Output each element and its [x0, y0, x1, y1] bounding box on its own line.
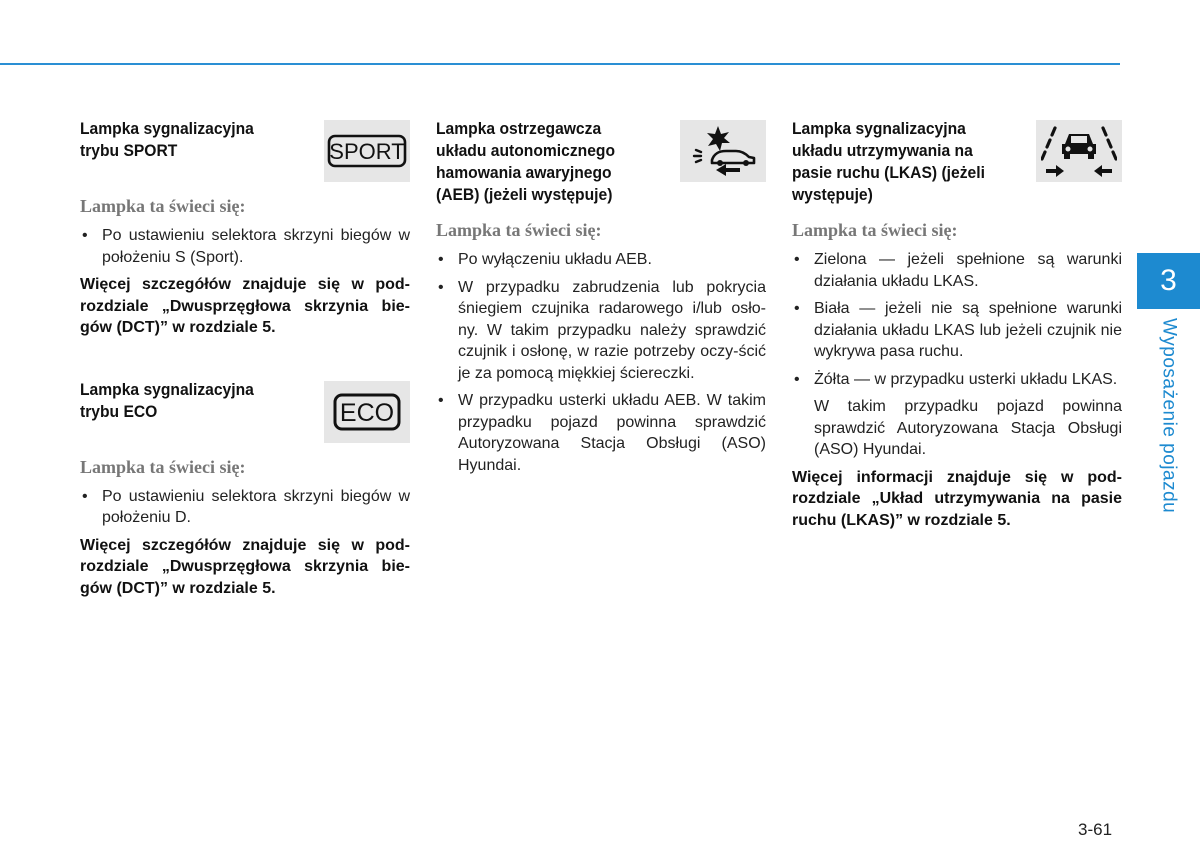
lkas-note: Więcej informacji znajduje się w pod-rozdziale „Układ utrzymywania na pasie ruchu (LKAS)” w rozdziale 5. — [792, 468, 1122, 529]
lkas-lane-icon — [1036, 120, 1122, 182]
page-number: 3-61 — [1078, 820, 1113, 839]
chapter-title — [1137, 318, 1200, 518]
lkas-extra-paragraph: W takim przypadku pojazd powinna sprawdzić Autoryzowana Stacja Obsługi (ASO) Hyundai. — [814, 398, 1122, 458]
lkas-subhead: Lampka ta świeci się: — [792, 220, 958, 240]
list-item: • Żółta — w przypadku usterki układu LKAS. — [792, 369, 1122, 391]
list-item: • W przypadku usterki układu AEB. W takim przypadku pojazd powinna sprawdzić Autoryzowana Stacja Obsługi (ASO) Hyundai. — [436, 390, 766, 476]
header-rule — [0, 63, 1120, 65]
sport-subhead: Lampka ta świeci się: — [80, 196, 246, 216]
eco-icon — [324, 381, 410, 443]
sport-bullets — [80, 225, 410, 268]
list-item: • Zielona — jeżeli spełnione są warunki działania układu LKAS. — [792, 249, 1122, 292]
aeb-title: Lampka ostrzegawcza układu autonomicznego hamowania awaryjnego (AEB) (jeżeli występuje) — [436, 119, 615, 204]
list-item: • Biała — jeżeli nie są spełnione warunki działania układu LKAS lub jeżeli czujnik nie wykrywa pasa ruchu. — [792, 298, 1122, 363]
eco-bullets — [80, 486, 410, 529]
sport-entry — [80, 118, 410, 339]
column-left — [80, 118, 410, 599]
aeb-entry — [436, 118, 766, 476]
eco-entry — [80, 379, 410, 600]
chapter-title-text: Wyposażenie pojazdu — [1158, 318, 1180, 514]
list-item: • W przypadku zabrudzenia lub pokrycia śniegiem czujnika radarowego i/lub osło-ny. W takim przypadku należy sprawdzić czujnik i osłonę, w razie potrzeby oczy-ścić je za pomocą miękkiej ściereczki. — [436, 277, 766, 385]
eco-subhead: Lampka ta świeci się: — [80, 456, 246, 477]
aeb-subhead: Lampka ta świeci się: — [436, 220, 602, 240]
lkas-entry — [792, 118, 1122, 531]
list-item: • Po ustawieniu selektora skrzyni biegów w położeniu D. — [80, 486, 410, 529]
sport-note: Więcej szczegółów znajduje się w pod-rozdziale „Dwusprzęgłowa skrzynia bie-gów (DCT)” w rozdziale 5. — [80, 276, 410, 336]
sport-icon-text: SPORT — [329, 139, 405, 164]
list-item: • Po wyłączeniu układu AEB. — [436, 249, 766, 271]
lkas-bullets — [792, 249, 1122, 390]
aeb-bullets — [436, 249, 766, 476]
chapter-number-tab: 3 — [1137, 253, 1200, 309]
aeb-warning-icon — [680, 120, 766, 182]
eco-note: Więcej szczegółów znajduje się w pod-rozdziale „Dwusprzęgłowa skrzynia bie-gów (DCT)” w rozdziale 5. — [80, 536, 410, 597]
eco-icon-text: ECO — [339, 398, 395, 427]
list-item: • Po ustawieniu selektora skrzyni biegów w położeniu S (Sport). — [80, 225, 410, 268]
sport-icon — [324, 120, 410, 182]
sport-title: Lampka sygnalizacyjna trybu SPORT — [80, 119, 254, 160]
column-middle — [436, 118, 766, 482]
lkas-title: Lampka sygnalizacyjna układu utrzymywania na pasie ruchu (LKAS) (jeżeli występuje) — [792, 119, 985, 204]
column-right — [792, 118, 1122, 531]
eco-title: Lampka sygnalizacyjna trybu ECO — [80, 379, 254, 421]
